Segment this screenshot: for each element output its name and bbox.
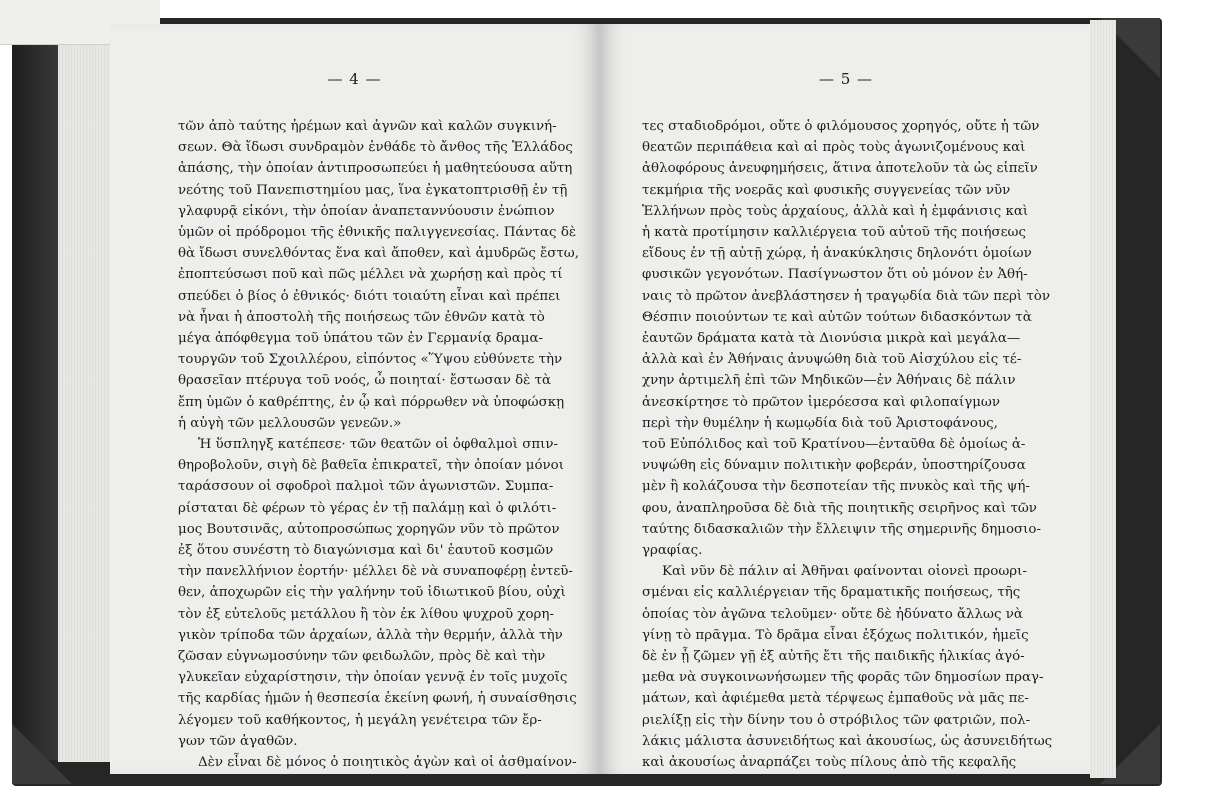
text-line: μάτων, καὶ ἀφιέμεθα μετὰ τέρψεως ἐμπαθοῦς νὰ μᾶς πε-	[642, 691, 1029, 707]
text-line: τῶν ἀπὸ ταύτης ἠρέμων καὶ ἀγνῶν καὶ καλῶν συγκινή-	[178, 119, 557, 134]
text-line: περὶ τὴν θυμέλην ἡ κωμῳδία διὰ τοῦ Ἀριστοφάνους,	[642, 415, 998, 431]
left-page-edges	[58, 44, 113, 762]
left-page	[110, 24, 600, 774]
text-line: νυψώθη εἰς δύναμιν πολιτικὴν φοβεράν, ὑποστηρίζουσα	[642, 458, 1026, 474]
text-line: ζῶσαν εὐγνωμοσύνην τῶν φειδωλῶν, πρὸς δὲ καὶ τὴν	[178, 649, 546, 665]
text-line: ἑαυτῶν δράματα κατὰ τὰ Διονύσια μικρὰ καὶ μεγάλα—	[642, 331, 1021, 347]
text-line: τὴν πανελλήνιον ἑορτήν· μέλλει δὲ νὰ συναποφέρῃ ἐντεῦ-	[178, 564, 573, 580]
text-line: γλαφυρᾷ εἰκόνι, τὴν ὁποίαν ἀναπεταννύουσιν ἐνώπιον	[178, 203, 555, 219]
text-line: ὑμῶν οἱ πρόδρομοι τῆς ἐθνικῆς παλιγγενεσίας. Πάντας δὲ	[178, 225, 577, 241]
text-line: ταράσσουν οἱ σφοδροὶ παλμοὶ τῶν ἀγωνιστῶν. Συμπα-	[178, 479, 554, 495]
text-line: Ἡ ὕσπληγξ κατέπεσε· τῶν θεατῶν οἱ ὀφθαλμοὶ σπιν-	[198, 437, 559, 453]
text-line: νεότης τοῦ Πανεπιστημίου μας, ἵνα ἐγκατοπτρισθῇ ἐν τῇ	[178, 182, 568, 198]
text-line: τὸν ἐξ εὐτελοῦς μετάλλου ἢ τὸν ἐκ λίθου ψυχροῦ χορη-	[178, 606, 554, 622]
text-line: μὲν ἢ κολάζουσα τὴν δεσποτείαν τῆς πνυκὸς καὶ τῆς ψή-	[642, 479, 1030, 495]
text-line: θεατῶν περιπάθεια καὶ αἱ πρὸς τοὺς ἀγωνιζομένους καὶ	[642, 140, 1026, 156]
text-line: γραφίας.	[642, 543, 703, 559]
text-line: γων τῶν ἀγαθῶν.	[178, 733, 298, 749]
page-number: — 4 —	[327, 70, 382, 88]
text-line: μος Βουτσινᾶς, αὐτοπροσώπως χορηγῶν νῦν τὸ πρῶτον	[178, 521, 560, 537]
text-line: ἀνεσκίρτησε τὸ πρῶτον ἱμερόεσσα καὶ φιλοπαίγμων	[642, 394, 1000, 410]
text-line: ἀθλοφόρους ἀνευφημήσεις, ἅτινα ἀποτελοῦν τὰ ὡς εἰπεῖν	[642, 161, 1038, 177]
text-line: τοῦ Εὐπόλιδος καὶ τοῦ Κρατίνου—ἐνταῦθα δὲ ὁμοίως ἀ-	[642, 437, 1026, 453]
text-line: φυσικῶν γεγονότων. Πασίγνωστον ὅτι οὐ μόνον ἐν Ἀθή-	[642, 267, 1028, 283]
text-line: γίνῃ τὸ πρᾶγμα. Τὸ δρᾶμα εἶναι ἐξόχως πολιτικόν, ἡμεῖς	[642, 627, 1029, 643]
page-body	[642, 116, 1062, 773]
text-line: ἡ αὐγὴ τῶν μελλουσῶν γενεῶν.»	[178, 415, 402, 431]
text-line: Ἑλλήνων πρὸς τοὺς ἀρχαίους, ἀλλὰ καὶ ἡ ἐμφάνισις καὶ	[642, 203, 1029, 219]
text-line: τεκμήρια τῆς νοερᾶς καὶ φυσικῆς συγγενείας τῶν νῦν	[642, 182, 1011, 198]
text-line: ἐξ ὅτου συνέστη τὸ διαγώνισμα καὶ δι' ἑαυτοῦ κοσμῶν	[178, 543, 554, 559]
text-line: ἡ κατὰ προτίμησιν καλλιέργεια τοῦ αὐτοῦ τῆς ποιήσεως	[642, 225, 1026, 241]
text-line: καὶ ἀκουσίως ἀναρπάζει τοὺς πίλους ἀπὸ τῆς κεφαλῆς	[642, 755, 1017, 771]
text-line: μέγα ἀπόφθεγμα τοῦ ὑπάτου τῶν ἐν Γερμανίᾳ δραμα-	[178, 331, 544, 347]
text-line: ναις τὸ πρῶτον ἀνεβλάστησεν ἡ τραγῳδία διὰ τῶν περὶ τὸν	[642, 288, 1051, 304]
text-line: φου, ἀναπληροῦσα δὲ διὰ τῆς ποιητικῆς σειρῆνος καὶ τῶν	[642, 500, 1037, 516]
text-line: σεων. Θὰ ἴδωσι συνδραμὸν ἐνθάδε τὸ ἄνθος τῆς Ἑλλάδος	[178, 140, 573, 156]
text-line: σπεύδει ὁ βίος ὁ ἐθνικός· διότι τοιαύτη εἶναι καὶ πρέπει	[178, 288, 561, 304]
text-line: ἔπη ὑμῶν ὁ καθρέπτης, ἐν ᾧ καὶ πόρρωθεν νὰ ὑποφώσκῃ	[178, 394, 565, 410]
text-line: θεν, ἀποχωρῶν εἰς τὴν γαλήνην τοῦ ἰδιωτικοῦ βίου, οὐχὶ	[178, 585, 566, 601]
text-line: Θέσπιν ποιούντων τε καὶ αὐτῶν τούτων διδασκόντων τὰ	[642, 309, 1032, 325]
text-line: λάκις μάλιστα ἀσυνειδήτως καὶ ἀκουσίως, ὡς ἀσυνειδήτως	[642, 733, 1053, 749]
page-body	[178, 116, 596, 773]
text-line: θρασεῖαν πτέρυγα τοῦ νοός, ὦ ποιηταί· ἔστωσαν δὲ τὰ	[178, 373, 552, 389]
text-line: θὰ ἴδωσι συνελθόντας ἕνα καὶ ἄποθεν, καὶ ἀμυδρῶς ἔστω,	[178, 246, 579, 262]
text-line: ἀλλὰ καὶ ἐν Ἀθήναις ἀνυψώθη διὰ τοῦ Αἰσχύλου εἰς τέ-	[642, 352, 1022, 368]
text-line: λέγομεν τοῦ καθήκοντος, ἡ μεγάλη γενέτειρα τῶν ἔρ-	[178, 712, 542, 728]
text-line: νὰ ἦναι ἡ ἀποστολὴ τῆς ποιήσεως τῶν ἐθνῶν κατὰ τὸ	[178, 309, 545, 325]
page-number: — 5 —	[818, 70, 874, 88]
text-line: τῆς καρδίας ἡμῶν ἡ θεσπεσία ἐκείνη φωνή, ἡ συναίσθησις	[178, 691, 577, 707]
text-line: ριελίξῃ εἰς τὴν δίνην του ὁ στρόβιλος τῶν φατριῶν, πολ-	[642, 712, 1031, 728]
cover-corner-bottom-left	[12, 724, 72, 784]
text-line: ἐποπτεύσωσι ποῦ καὶ πῶς μέλλει νὰ χωρήσῃ καὶ πρὸς τί	[178, 267, 563, 283]
text-line: Καὶ νῦν δὲ πάλιν αἱ Ἀθῆναι φαίνονται οἱονεὶ προωρι-	[662, 564, 1027, 580]
text-line: τες σταδιοδρόμοι, οὔτε ὁ φιλόμουσος χορηγός, οὔτε ἡ τῶν	[642, 119, 1040, 134]
text-line: ὁποίας τὸν ἀγῶνα τελοῦμεν· οὔτε δὲ ἠδύνατο ἄλλως νὰ	[642, 606, 1023, 622]
text-line: γικὸν τρίποδα τῶν ἀρχαίων, ἀλλὰ τὴν θερμήν, ἀλλὰ τὴν	[178, 627, 563, 643]
text-line: θηροβολοῦν, σιγὴ δὲ βαθεῖα ἐπικρατεῖ, τὴν ὁποίαν μόνοι	[178, 458, 564, 474]
text-line: γλυκεῖαν εὐχαρίστησιν, τὴν ὁποίαν γεννᾷ ἐν τοῖς μυχοῖς	[178, 670, 568, 686]
text-line: ρίσταται δὲ φέρων τὸ γέρας ἐν τῇ παλάμῃ καὶ ὁ φιλότι-	[178, 500, 557, 516]
cover-spine-shadow	[12, 40, 62, 760]
text-line: χνην ἀρτιμελῆ ἐπὶ τῶν Μηδικῶν—ἐν Ἀθήναις δὲ πάλιν	[642, 373, 1016, 389]
text-line: μεθα νὰ συγκοινωνήσωμεν τῆς φορᾶς τῶν δημοσίων πραγ-	[642, 670, 1044, 686]
text-line: δὲ ἐν ᾗ ζῶμεν γῇ ἐξ αὐτῆς ἔτι τῆς παιδικῆς ἡλικίας ἀγό-	[642, 649, 1025, 665]
right-page	[600, 24, 1092, 774]
text-line: εἴδους ἐν τῇ αὐτῇ χώρᾳ, ἡ ἀνακύκλησις δηλονότι ὁμοίων	[642, 246, 1032, 262]
text-line: ἁπάσης, τὴν ὁποίαν ἀντιπροσωπεύει ἡ μαθητεύουσα αὕτη	[178, 161, 573, 177]
right-page-edges	[1090, 20, 1116, 778]
text-line: τουργῶν τοῦ Σχοιλλέρου, εἰπόντος «Ὕψου εὐθύνετε τὴν	[178, 352, 563, 368]
text-line: σμέναι εἰς καλλιέργειαν τῆς δραματικῆς ποιήσεως, τῆς	[642, 585, 1021, 601]
text-line: ταύτης διδασκαλιῶν τὴν ἔλλειψιν τῆς σημερινῆς δημοσιο-	[642, 521, 1041, 537]
text-line: Δὲν εἶναι δὲ μόνος ὁ ποιητικὸς ἀγὼν καὶ οἱ ἀσθμαίνον-	[198, 755, 577, 771]
